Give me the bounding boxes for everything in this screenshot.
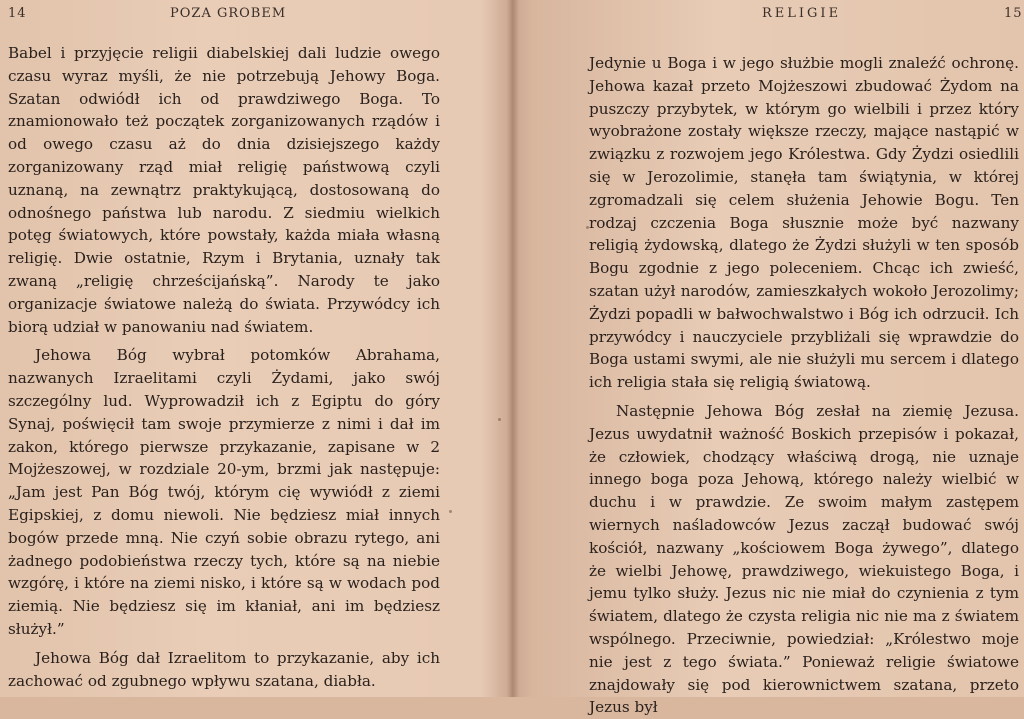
right-running-title: RELIGIE	[762, 6, 842, 21]
right-paragraph-2: Następnie Jehowa Bóg zesłał na ziemię Jezusa. Jezus uwydatnił ważność Boskich przepisów i pokazał, że człowiek, chodzący właściwą drogą, nie uznaje innego boga poza Jehową, którego należy wielbić w duchu i w prawdzie. Ze swoim małym zastępem wiernych naśladowców Jezus zaczął budować swój kościół, nazwany „kościowem Boga żywego”, dlatego że wielbi Jehowę, prawdziwego, wiekuistego Boga, i jemu tylko służy. Jezus nic nie miał do czynienia z tym światem, dlatego że czysta religia nic nie ma z światem wspólnego. Przeciwnie, powiedział: „Królestwo moje nie jest z tego świata.” Ponieważ religie światowe znajdowały się pod kierownictwem szatana, przeto Jezus był	[589, 401, 1019, 717]
left-running-title: POZA GROBEM	[170, 6, 287, 21]
right-page-number: 15	[1004, 6, 1023, 21]
paper-speck	[498, 418, 501, 421]
right-paragraph-1: Jedynie u Boga i w jego służbie mogli znaleźć ochronę. Jehowa kazał przeto Mojżeszowi zbudować Żydom na puszczy przybytek, w którym go wielbili i przez który wyobrażone zostały większe rzeczy, mające nastąpić w związku z rozwojem jego Królestwa. Gdy Żydzi osiedlili się w Jerozolimie, stanęła tam świątynia, w której zgromadzali się celem służenia Jehowie Bogu. Ten rodzaj czczenia Boga słusznie może być nazwany religią żydowską, dlatego że Żydzi służyli w ten sposób Bogu zgodnie z jego poleceniem. Chcąc ich zwieść, szatan użył narodów, zamieszkałych wokoło Jerozolimy; Żydzi popadli w bałwochwalstwo i Bóg ich odrzucił. Ich przywódcy i nauczyciele przybliżali się wprawdzie do Boga ustami swymi, ale nie służyli mu sercem i dlatego ich religia stała się religią światową.	[589, 54, 1019, 392]
left-page-number: 14	[8, 6, 27, 21]
right-body-text	[589, 52, 1019, 719]
right-page	[519, 0, 1024, 717]
book-gutter	[507, 0, 519, 697]
left-running-header	[0, 6, 505, 28]
left-paragraph-2: Jehowa Bóg wybrał potomków Abrahama, nazwanych Izraelitami czyli Żydami, jako swój szczególny lud. Wyprowadził ich z Egiptu do góry Synaj, poświęcił tam swoje przymierze z nimi i dał im zakon, którego pierwsze przykazanie, zapisane w 2 Mojżeszowej, w rozdziale 20-ym, brzmi jak następuje: „Jam jest Pan Bóg twój, którym cię wywiódł z ziemi Egipskiej, z domu niewoli. Nie będziesz miał innych bogów przede mną. Nie czyń sobie obrazu rytego, ani żadnego podobieństwa rzeczy tych, które są na niebie wzgórę, i które na ziemi nisko, i które są w wodach pod ziemią. Nie będziesz się im kłaniał, ani im będziesz służył.”	[8, 346, 440, 638]
right-running-header	[519, 6, 1024, 28]
paper-speck	[586, 226, 589, 229]
left-body-text	[8, 42, 440, 692]
left-page	[0, 0, 505, 697]
left-paragraph-1: Babel i przyjęcie religii diabelskiej dali ludzie owego czasu wyraz myśli, że nie potrzebują Jehowy Boga. Szatan odwiódł ich od prawdziwego Boga. To znamionowało też początek zorganizowanych rządów i od owego czasu aż do dnia dzisiejszego każdy zorganizowany rząd miał religię państwową czyli uznaną, na zewnątrz praktykującą, dostosowaną do odnośnego państwa lub narodu. Z siedmiu wielkich potęg światowych, które powstały, każda miała własną religię. Dwie ostatnie, Rzym i Brytania, uznały tak zwaną „religię chrześcijańską”. Narody te jako organizacje światowe należą do świata. Przywódcy ich biorą udział w panowaniu nad światem.	[8, 44, 440, 336]
paper-speck	[449, 510, 452, 513]
left-paragraph-3: Jehowa Bóg dał Izraelitom to przykazanie, aby ich zachować od zgubnego wpływu szatana, diabła.	[8, 648, 440, 690]
